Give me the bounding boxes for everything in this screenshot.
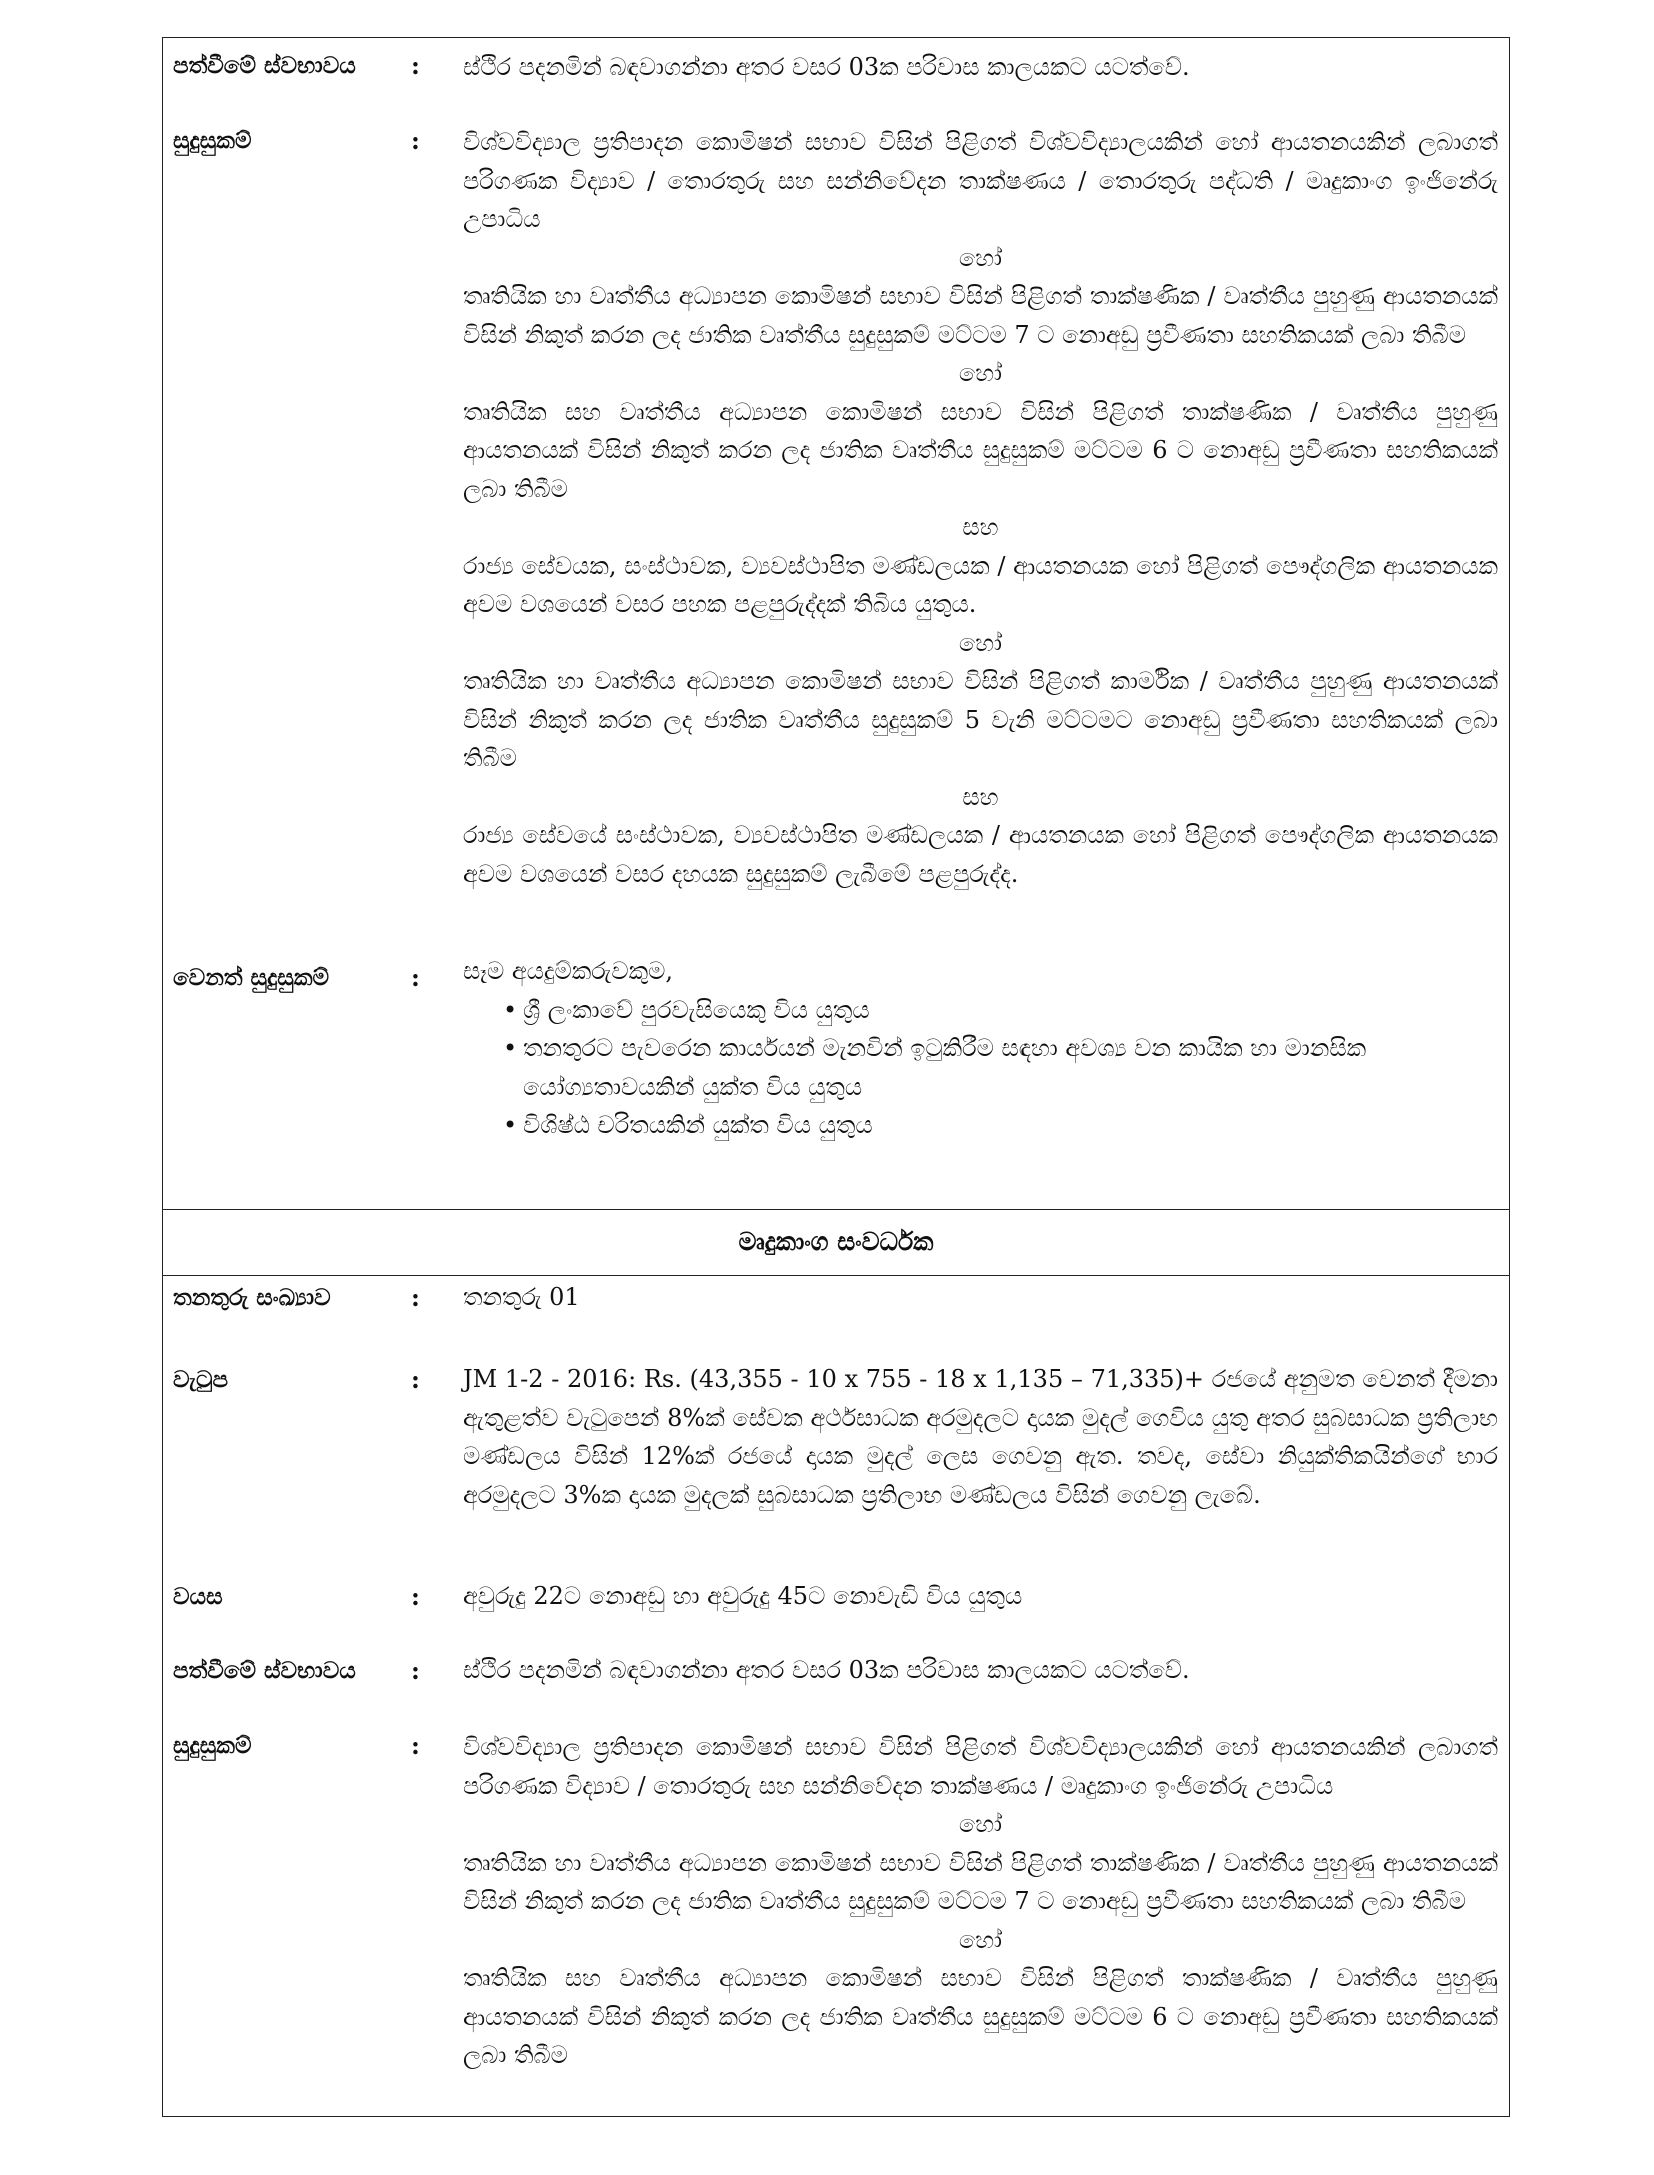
qualification-paragraph: විශ්වවිද්‍යාල ප්‍රතිපාදන කොමිෂන් සභාව විසින් පිළිගත් විශ්වවිද්‍යාලයකින් හෝ ආයතනයකින් ලබාගත් පරිගණක විද්‍යාව / තොරතුරු සහ සන්නිවේදන තාක්ෂණය / මෘදුකාංග ඉංජිනේරු උපාධිය (463, 1733, 1498, 1800)
qualification-paragraph: තෘතියික හා වෘත්තීය අධ්‍යාපන කොමිෂන් සභාව විසින් පිළිගත් කාර්මික / වෘත්තීය පුහුණු ආයතනයක් විසින් නිකුත් කරන ලද ජාතික වෘත්තීය සුදුසුකම් 5 වැනි මට්ටමට නොඅඩු ප්‍රවීණතා සහතිකයක් ලබා තිබීම (463, 667, 1498, 772)
and-separator: සහ (962, 782, 999, 811)
qualifications-label: සුදුසුකම් (173, 127, 252, 154)
qualification-paragraph: තෘතියික හා වෘත්තීය අධ්‍යාපන කොමිෂන් සභාව විසින් පිළිගත් තාක්ෂණික / වෘත්තීය පුහුණු ආයතනයක් විසින් නිකුත් කරන ලද ජාතික වෘත්තීය සුදුසුකම් මට්ටම 7 ට නොඅඩු ප්‍රවීණතා සහතිකයක් ලබා තිබීම (463, 1848, 1498, 1915)
posts-text: තනතුරු 01 (463, 1283, 580, 1311)
colon: : (411, 126, 420, 155)
section-title: මෘදුකාංග සංවර්ධක (738, 1227, 934, 1256)
other-intro: සෑම අයදුම්කරුවකුම, (463, 957, 673, 985)
or-separator: හෝ (958, 359, 1003, 387)
nature-value (463, 48, 1498, 87)
nature-text: ස්ථිර පදනමින් බඳවාගන්නා අතර වසර 03ක පරිවාස කාලයකට යටත්වේ. (463, 1656, 1190, 1684)
or-separator: හෝ (958, 243, 1003, 272)
posts-label: තනතුරු සංඛ්‍යාව (173, 1284, 331, 1311)
age-label: වයස (173, 1583, 223, 1610)
qualifications-value (463, 123, 1498, 893)
colon: : (411, 1283, 420, 1312)
salary-value (463, 1360, 1498, 1514)
salary-label: වැටුප (173, 1366, 229, 1393)
qualification-paragraph: විශ්වවිද්‍යාල ප්‍රතිපාදන කොමිෂන් සභාව විසින් පිළිගත් විශ්වවිද්‍යාලයකින් හෝ ආයතනයකින් ලබාගත් පරිගණක විද්‍යාව / තොරතුරු සහ සන්නිවේදන තාක්ෂණය / තොරතුරු පද්ධති / මෘදුකාංග ඉංජිනේරු උපාධිය (463, 128, 1498, 233)
colon: : (411, 51, 420, 80)
colon: : (411, 1656, 420, 1685)
qualification-paragraph: තෘතියික හා වෘත්තීය අධ්‍යාපන කොමිෂන් සභාව විසින් පිළිගත් තාක්ෂණික / වෘත්තීය පුහුණු ආයතනයක් විසින් නිකුත් කරන ලද ජාතික වෘත්තීය සුදුසුකම් මට්ටම 7 ට නොඅඩු ප්‍රවීණතා සහතිකයක් ලබා තිබීම (463, 282, 1498, 349)
document-frame (162, 37, 1510, 2117)
nature-label: පත්වීමේ ස්වභාවය (173, 1657, 356, 1684)
list-item: • ශ්‍රී ලංකාවේ පුරවැසියෙකු විය යුතුය (503, 991, 1498, 1030)
colon: : (411, 1582, 420, 1611)
nature-text: ස්ථිර පදනමින් බඳවාගන්නා අතර වසර 03ක පරිවාස කාලයකට යටත්වේ. (463, 53, 1190, 81)
other-qualifications-list (463, 991, 1498, 1145)
colon: : (411, 1731, 420, 1760)
list-item: • විශිෂ්ඨ චරිතයකින් යුක්ත විය යුතුය (503, 1106, 1498, 1145)
salary-text: JM 1-2 - 2016: Rs. (43,355 - 10 x 755 - 18 x 1,135 – 71,335)+ රජයේ අනුමත වෙනත් දීමනා ඇතුළත්ව වැටුපෙන් 8%ක් සේවක අර්ථසාධක අරමුදලට දායක මුදල් ගෙවිය යුතු අතර සුබසාධක ප්‍රතිලාභ මණ්ඩලය විසින් 12%ක් රජයේ දායක මුදල් ලෙස ගෙවනු ඇත. තවද, සේවා නියුක්තිකයින්ගේ භාර අරමුදලට 3%ක දායක මුදලක් සුබසාධක ප්‍රතිලාභ මණ්ඩලය විසින් ගෙවනු ලැබේ. (463, 1365, 1498, 1509)
colon: : (411, 963, 420, 992)
qualification-paragraph: රාජ්‍ය සේවයක, සංස්ථාවක, ව්‍යවස්ථාපිත මණ්ඩලයක / ආයතනයක හෝ පිළිගත් පෞද්ගලික ආයතනයක අවම වශයෙන් වසර පහක පළපුරුද්දක් තිබිය යුතුය. (463, 551, 1498, 618)
list-item: • තනතුරට පැවරෙන කාර්යයන් මැනවින් ඉටුකිරීම සඳහා අවශ්‍ය වන කායික හා මානසික යෝග්‍යතාවයකින් යුක්ත විය යුතුය (503, 1029, 1498, 1106)
divider (163, 1275, 1509, 1276)
qualification-paragraph: රාජ්‍ය සේවයේ සංස්ථාවක, ව්‍යවස්ථාපිත මණ්ඩලයක / ආයතනයක හෝ පිළිගත් පෞද්ගලික ආයතනයක අවම වශයෙන් වසර දහයක සුදුසුකම් ලැබීමේ පළපුරුද්ද. (463, 821, 1498, 888)
and-separator: සහ (962, 513, 999, 541)
other-qualifications-value (463, 952, 1498, 1145)
other-qualifications-label: වෙනත් සුදුසුකම් (173, 964, 330, 991)
age-value (463, 1577, 1498, 1616)
nature-value (463, 1651, 1498, 1690)
colon: : (411, 1365, 420, 1394)
or-separator: හෝ (958, 1810, 1003, 1838)
qualifications-label: සුදුසුකම් (173, 1732, 252, 1759)
qualifications-value (463, 1728, 1498, 2075)
posts-value (463, 1278, 1498, 1317)
qualification-paragraph: තෘතියික සහ වෘත්තීය අධ්‍යාපන කොමිෂන් සභාව විසින් පිළිගත් තාක්ෂණික / වෘත්තීය පුහුණු ආයතනයක් විසින් නිකුත් කරන ලද ජාතික වෘත්තීය සුදුසුකම් මට්ටම 6 ට නොඅඩු ප්‍රවීණතා සහතිකයක් ලබා තිබීම (463, 1964, 1498, 2069)
or-separator: හෝ (958, 628, 1003, 657)
or-separator: හෝ (958, 1925, 1003, 1954)
nature-label: පත්වීමේ ස්වභාවය (173, 52, 356, 79)
qualification-paragraph: තෘතියික සහ වෘත්තීය අධ්‍යාපන කොමිෂන් සභාව විසින් පිළිගත් තාක්ෂණික / වෘත්තීය පුහුණු ආයතනයක් විසින් නිකුත් කරන ලද ජාතික වෘත්තීය සුදුසුකම් මට්ටම 6 ට නොඅඩු ප්‍රවීණතා සහතිකයක් ලබා තිබීම (463, 397, 1498, 503)
age-text: අවුරුදු 22ට නොඅඩු හා අවුරුදු 45ට නොවැඩි විය යුතුය (463, 1582, 1023, 1610)
